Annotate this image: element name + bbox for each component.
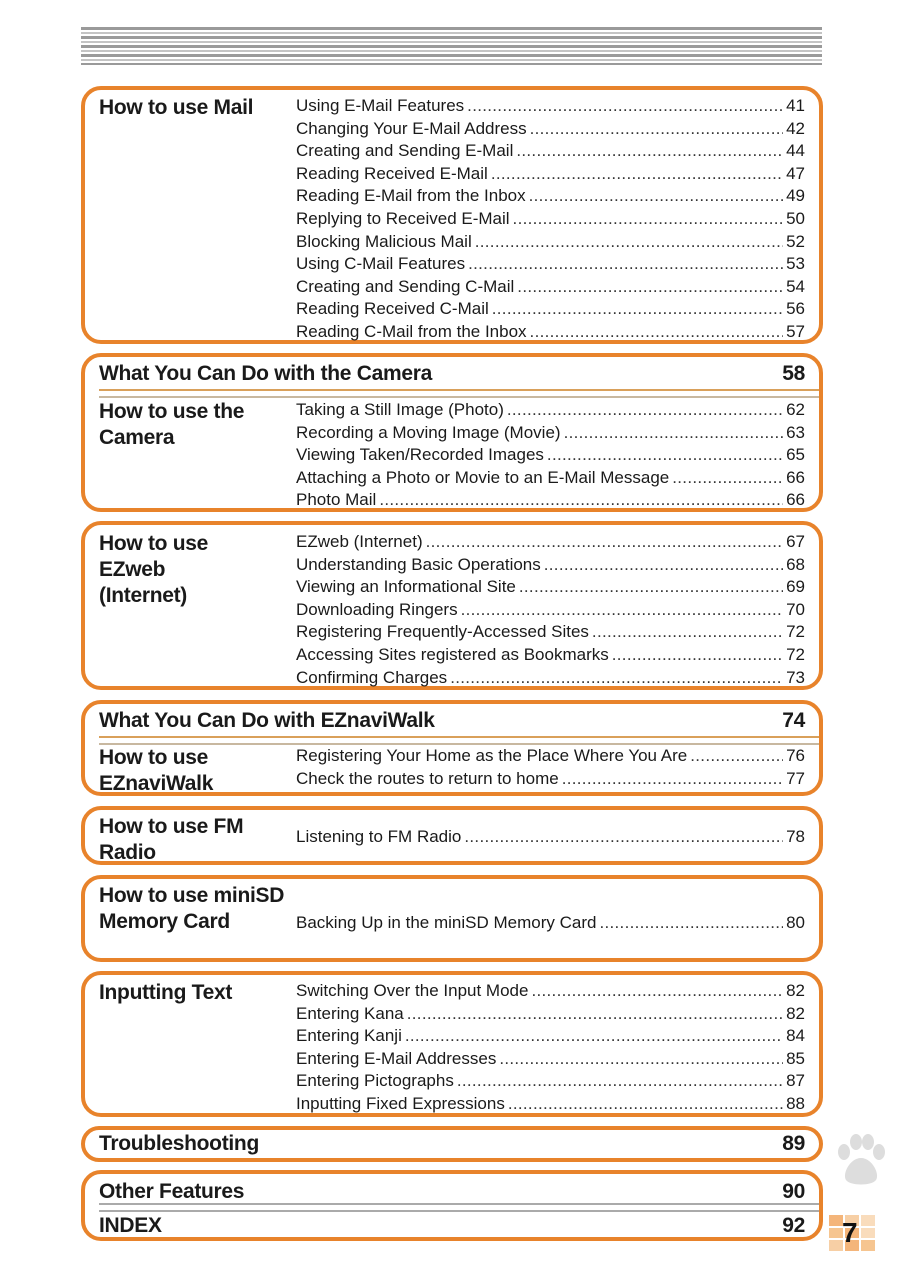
chapter-page: 74 <box>782 709 805 732</box>
dot-leader <box>461 599 783 622</box>
page-number-badge <box>828 1214 876 1252</box>
separator <box>99 389 819 398</box>
entry-title: Blocking Malicious Mail <box>296 231 472 251</box>
toc-section <box>81 971 823 1117</box>
entry-page: 72 <box>786 644 805 664</box>
toc-entry[interactable] <box>296 118 805 141</box>
entry-page: 53 <box>786 254 805 274</box>
dot-leader <box>426 531 783 554</box>
entry-page: 47 <box>786 163 805 183</box>
dot-leader <box>516 140 783 163</box>
section-heading: How to use EZweb (Internet) <box>99 532 209 607</box>
entry-page: 77 <box>786 768 805 788</box>
toc-entry[interactable] <box>296 95 805 118</box>
toc-entry[interactable] <box>296 276 805 299</box>
chapter-title: INDEX <box>99 1214 162 1237</box>
entry-page: 67 <box>786 532 805 551</box>
dot-leader <box>529 185 783 208</box>
entry-page: 63 <box>786 422 805 442</box>
entry-page: 69 <box>786 577 805 597</box>
dot-leader <box>468 253 783 276</box>
entry-page: 87 <box>786 1071 805 1091</box>
header-stripes <box>81 27 822 65</box>
entry-page: 62 <box>786 400 805 419</box>
separator <box>99 1203 819 1212</box>
chapter-row[interactable] <box>99 708 805 734</box>
dot-leader <box>513 208 784 231</box>
entry-title: Taking a Still Image (Photo) <box>296 400 504 419</box>
toc-entry[interactable] <box>296 231 805 254</box>
baidu-watermark-logo <box>830 1130 890 1190</box>
dot-leader <box>672 467 783 490</box>
entry-page: 41 <box>786 96 805 115</box>
entry-list <box>296 531 805 689</box>
dot-leader <box>507 399 783 422</box>
toc-entry[interactable] <box>296 667 805 690</box>
entry-page: 76 <box>786 746 805 765</box>
toc-section <box>81 521 823 690</box>
entry-title: Listening to FM Radio <box>296 827 462 846</box>
toc-section <box>81 86 823 344</box>
entry-page: 56 <box>786 299 805 319</box>
entry-title: Creating and Sending C-Mail <box>296 276 515 296</box>
entry-title: Using E-Mail Features <box>296 96 465 115</box>
chapter-row[interactable] <box>99 1179 805 1205</box>
entry-page: 42 <box>786 118 805 138</box>
section-heading: How to use Mail <box>99 96 254 119</box>
entry-title: Viewing Taken/Recorded Images <box>296 445 544 465</box>
entry-title: Entering Kanji <box>296 1026 402 1046</box>
entry-title: Entering E-Mail Addresses <box>296 1048 497 1068</box>
chapter-page: 92 <box>782 1214 805 1237</box>
dot-leader <box>530 321 784 344</box>
entry-list <box>296 399 805 512</box>
dot-leader <box>450 667 783 690</box>
entry-page: 82 <box>786 1003 805 1023</box>
dot-leader <box>464 826 783 849</box>
entry-title: Reading Received E-Mail <box>296 163 488 183</box>
entry-title: Accessing Sites registered as Bookmarks <box>296 644 609 664</box>
entry-page: 84 <box>786 1026 805 1046</box>
dot-leader <box>562 768 783 791</box>
entry-title: Downloading Ringers <box>296 599 458 619</box>
toc-entry[interactable] <box>296 1025 805 1048</box>
chapter-page: 89 <box>782 1132 805 1155</box>
toc-entry[interactable] <box>296 644 805 667</box>
entry-page: 66 <box>786 467 805 487</box>
entry-title: Reading Received C-Mail <box>296 299 489 319</box>
entry-title: Creating and Sending E-Mail <box>296 141 514 161</box>
chapter-row[interactable] <box>99 361 805 387</box>
toc-entry[interactable] <box>296 163 805 186</box>
toc-entry[interactable] <box>296 140 805 163</box>
entry-page: 68 <box>786 554 805 574</box>
toc-entry[interactable] <box>296 531 805 554</box>
chapter-page: 58 <box>782 362 805 385</box>
entry-title: Recording a Moving Image (Movie) <box>296 422 561 442</box>
dot-leader <box>531 980 783 1003</box>
entry-page: 70 <box>786 599 805 619</box>
toc-entry[interactable] <box>296 912 805 935</box>
entry-page: 44 <box>786 141 805 161</box>
dot-leader <box>491 163 783 186</box>
chapter-title: What You Can Do with EZnaviWalk <box>99 709 435 732</box>
entry-page: 82 <box>786 981 805 1000</box>
toc-entry[interactable] <box>296 1003 805 1026</box>
separator <box>99 736 819 745</box>
dot-leader <box>379 489 783 512</box>
dot-leader <box>519 576 783 599</box>
dot-leader <box>457 1070 783 1093</box>
toc-entry[interactable] <box>296 422 805 445</box>
entry-title: Attaching a Photo or Movie to an E-Mail Message <box>296 467 670 487</box>
entry-list <box>296 912 805 935</box>
entry-page: 50 <box>786 208 805 228</box>
entry-title: Check the routes to return to home <box>296 768 559 788</box>
toc-entry[interactable] <box>296 298 805 321</box>
dot-leader <box>508 1093 783 1116</box>
entry-list <box>296 745 805 790</box>
chapter-title: What You Can Do with the Camera <box>99 362 432 385</box>
section-heading: How to use FM Radio <box>99 815 244 864</box>
entry-title: Entering Pictographs <box>296 1071 454 1091</box>
entry-title: Backing Up in the miniSD Memory Card <box>296 913 597 932</box>
dot-leader <box>564 422 784 445</box>
section-heading: Inputting Text <box>99 981 233 1004</box>
section-heading: How to use EZnaviWalk <box>99 746 214 795</box>
entry-title: Entering Kana <box>296 1003 404 1023</box>
entry-title: Registering Frequently-Accessed Sites <box>296 622 589 642</box>
toc-entry[interactable] <box>296 399 805 422</box>
dot-leader <box>499 1048 783 1071</box>
dot-leader <box>530 118 783 141</box>
entry-page: 80 <box>786 913 805 932</box>
entry-title: EZweb (Internet) <box>296 532 423 551</box>
entry-title: Replying to Received E-Mail <box>296 208 510 228</box>
entry-title: Understanding Basic Operations <box>296 554 541 574</box>
dot-leader <box>517 276 783 299</box>
entry-page: 88 <box>786 1093 805 1113</box>
dot-leader <box>547 444 783 467</box>
entry-page: 66 <box>786 490 805 510</box>
entry-title: Reading C-Mail from the Inbox <box>296 321 527 341</box>
dot-leader <box>592 621 783 644</box>
toc-section <box>81 1170 823 1241</box>
chapter-row[interactable] <box>99 1213 805 1239</box>
entry-list <box>296 980 805 1116</box>
entry-page: 52 <box>786 231 805 251</box>
entry-title: Reading E-Mail from the Inbox <box>296 186 526 206</box>
entry-title: Using C-Mail Features <box>296 254 466 274</box>
entry-title: Inputting Fixed Expressions <box>296 1093 505 1113</box>
toc-entry[interactable] <box>296 489 805 512</box>
entry-page: 78 <box>786 827 805 846</box>
toc-entry[interactable] <box>296 467 805 490</box>
entry-page: 72 <box>786 622 805 642</box>
entry-title: Confirming Charges <box>296 667 448 687</box>
entry-list <box>296 826 805 849</box>
section-heading: How to use the Camera <box>99 400 245 449</box>
toc-entry[interactable] <box>296 599 805 622</box>
toc-entry[interactable] <box>296 980 805 1003</box>
toc-entry[interactable] <box>296 185 805 208</box>
entry-list <box>296 95 805 344</box>
toc-section <box>81 806 823 865</box>
toc-entry[interactable] <box>296 321 805 344</box>
dot-leader <box>405 1025 783 1048</box>
entry-page: 57 <box>786 321 805 341</box>
toc-section <box>81 1126 823 1162</box>
toc-entry[interactable] <box>296 576 805 599</box>
toc-entry[interactable] <box>296 826 805 849</box>
chapter-page: 90 <box>782 1180 805 1203</box>
toc-entry[interactable] <box>296 1093 805 1116</box>
dot-leader <box>475 231 783 254</box>
dot-leader <box>407 1003 783 1026</box>
chapter-row[interactable] <box>99 1131 805 1157</box>
section-heading: How to use miniSD Memory Card <box>99 884 285 933</box>
toc-entry[interactable] <box>296 554 805 577</box>
dot-leader <box>544 554 783 577</box>
entry-title: Switching Over the Input Mode <box>296 981 529 1000</box>
dot-leader <box>467 95 783 118</box>
toc-entry[interactable] <box>296 444 805 467</box>
entry-page: 54 <box>786 276 805 296</box>
dot-leader <box>492 298 783 321</box>
dot-leader <box>612 644 783 667</box>
chapter-title: Troubleshooting <box>99 1132 259 1155</box>
toc-section <box>81 353 823 512</box>
page-number: 7 <box>842 1217 858 1248</box>
toc-entry[interactable] <box>296 768 805 791</box>
entry-page: 73 <box>786 667 805 687</box>
toc-section <box>81 875 823 962</box>
entry-title: Changing Your E-Mail Address <box>296 118 527 138</box>
toc-entry[interactable] <box>296 208 805 231</box>
toc-entry[interactable] <box>296 1070 805 1093</box>
chapter-title: Other Features <box>99 1180 245 1203</box>
dot-leader <box>599 912 783 935</box>
entry-page: 65 <box>786 445 805 465</box>
entry-title: Photo Mail <box>296 490 377 510</box>
toc-entry[interactable] <box>296 621 805 644</box>
entry-title: Registering Your Home as the Place Where You Are <box>296 746 688 765</box>
entry-page: 85 <box>786 1048 805 1068</box>
toc-entry[interactable] <box>296 1048 805 1071</box>
toc-section <box>81 700 823 796</box>
entry-page: 49 <box>786 186 805 206</box>
toc-entry[interactable] <box>296 253 805 276</box>
toc-entry[interactable] <box>296 745 805 768</box>
entry-title: Viewing an Informational Site <box>296 577 516 597</box>
dot-leader <box>690 745 783 768</box>
